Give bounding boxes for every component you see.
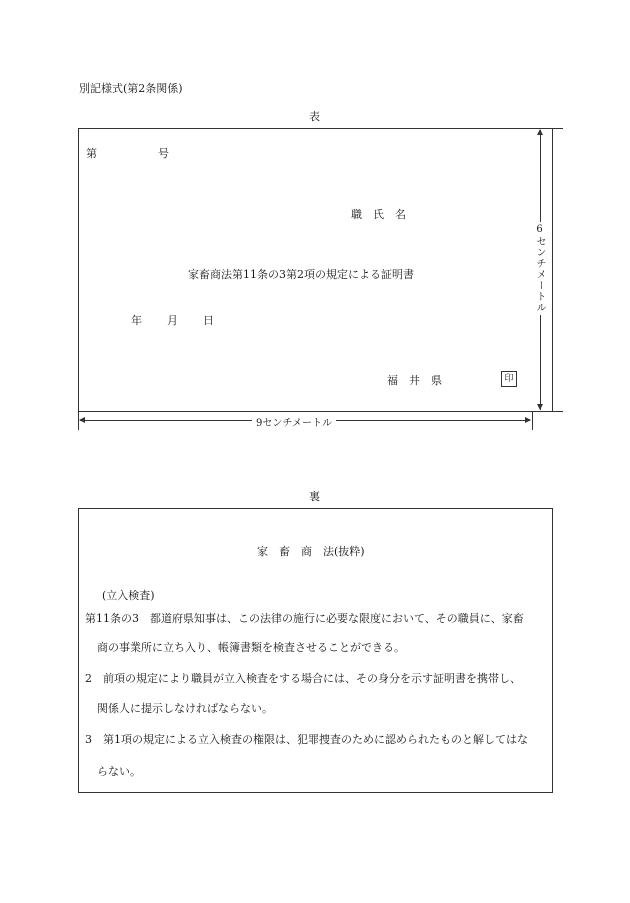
official-name-label: 職 氏 名 (351, 208, 406, 221)
front-label: 表 (309, 110, 320, 123)
article-text-line2: 商の事業所に立ち入り、帳簿書類を検査させることができる。 (97, 641, 405, 654)
paragraph2-line1: 2 前項の規定により職員が立入検査をする場合には、その身分を示す証明書を携帯し、 (85, 672, 521, 685)
certificate-number-prefix: 第 (86, 147, 97, 160)
date-day-label: 日 (203, 314, 214, 327)
width-dimension-label: 9センチメートル (252, 414, 336, 429)
form-heading: 別記様式(第2条関係) (79, 82, 183, 95)
paragraph2-line2: 関係人に提示しなければならない。 (97, 702, 273, 715)
article-text-line1: 第11条の3 都道府県知事は、この法律の施行に必要な限度において、その職員に、家畜 (85, 612, 524, 625)
width-arrow-left-icon (79, 417, 85, 423)
paragraph3-line1: 3 第1項の規定による立入検査の権限は、犯罪捜査のために認められたものと解してはな (85, 733, 528, 746)
height-dim-top-tick (553, 128, 563, 129)
height-arrow-up-icon (537, 129, 543, 135)
law-title: 家 畜 商 法(抜粋) (257, 545, 365, 558)
back-label: 裏 (309, 490, 320, 503)
height-arrow-down-icon (537, 404, 543, 410)
section-heading: (立入検査) (102, 589, 155, 602)
height-dim-bottom-tick (553, 411, 563, 412)
paragraph3-line2: らない。 (97, 765, 141, 778)
width-arrow-right-icon (525, 417, 531, 423)
issuer-label: 福 井 県 (387, 374, 442, 387)
certificate-number-suffix: 号 (158, 147, 169, 160)
seal-mark: 印 (501, 371, 517, 387)
height-dimension-label: 6センチメートル (534, 224, 545, 313)
date-month-label: 月 (167, 314, 178, 327)
width-dim-right-tick (532, 412, 533, 430)
certificate-title: 家畜商法第11条の3第2項の規定による証明書 (188, 268, 414, 281)
date-year-label: 年 (131, 314, 142, 327)
